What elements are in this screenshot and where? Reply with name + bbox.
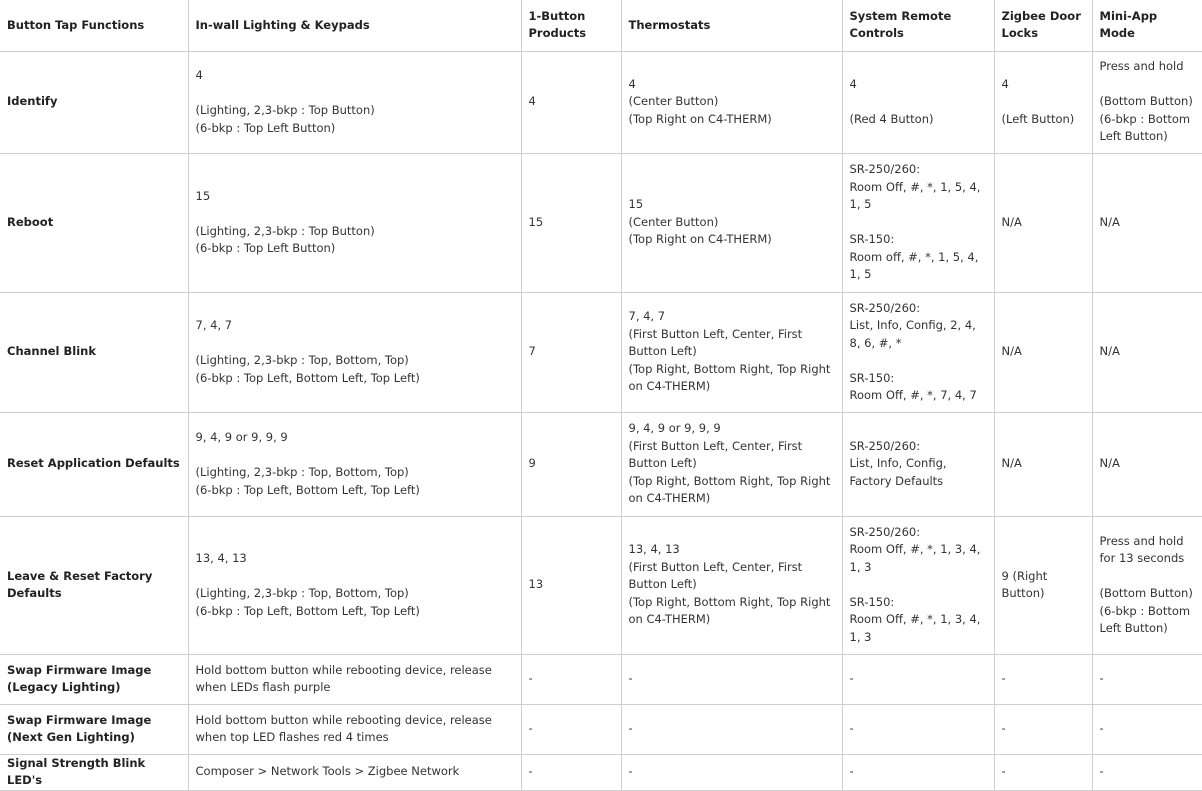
remotes-cell — [842, 153, 994, 292]
one-button-cell: 9 — [521, 412, 621, 516]
one-button-cell: 15 — [521, 153, 621, 292]
table-row — [0, 51, 1202, 153]
locks-cell: N/A — [994, 153, 1092, 292]
header-function: Button Tap Functions — [0, 0, 188, 51]
miniapp-line1: Press and hold for 13 seconds — [1099, 533, 1185, 565]
thermostat-line2: (Top Right on C4-THERM) — [628, 232, 772, 247]
thermostats-cell — [621, 153, 842, 292]
inwall-code: 15 — [195, 188, 211, 203]
miniapp-cell: - — [1092, 754, 1202, 790]
thermostats-cell — [621, 292, 842, 412]
function-name: Reset Application Defaults — [0, 412, 188, 516]
miniapp-cell: - — [1092, 654, 1202, 704]
remotes-cell: - — [842, 754, 994, 790]
table-row — [0, 516, 1202, 654]
thermostat-code: 9, 4, 9 or 9, 9, 9 — [628, 421, 721, 436]
miniapp-line2: (Bottom Button) — [1099, 586, 1193, 600]
thermostat-line1: (First Button Left, Center, First Button Left) — [628, 559, 803, 592]
thermostats-cell — [621, 516, 842, 654]
thermostat-code: 7, 4, 7 — [628, 309, 666, 324]
miniapp-line3: (6-bkp : Bottom Left Button) — [1099, 603, 1191, 635]
table-row — [0, 654, 1202, 704]
inwall-cell: Composer > Network Tools > Zigbee Network — [188, 754, 521, 790]
remotes-cell — [842, 292, 994, 412]
function-name: Signal Strength Blink LED's — [0, 754, 188, 790]
function-name: Swap Firmware Image (Next Gen Lighting) — [0, 704, 188, 754]
inwall-code: 9, 4, 9 or 9, 9, 9 — [195, 430, 288, 444]
function-name: Channel Blink — [0, 292, 188, 412]
remotes-cell — [842, 412, 994, 516]
thermostat-line2: (Top Right, Bottom Right, Top Right on C4-THERM) — [628, 594, 831, 627]
thermostat-line1: (Center Button) — [628, 214, 719, 229]
remote-sr1-label: SR-250/260: — [849, 162, 921, 177]
locks-cell: - — [994, 704, 1092, 754]
thermostat-code: 15 — [628, 197, 644, 212]
lock-line1: (Left Button) — [1001, 111, 1075, 126]
remote-sr2-value: Room Off, #, *, 1, 3, 4, 1, 3 — [849, 612, 981, 644]
inwall-lighting: (Lighting, 2,3-bkp : Top, Bottom, Top) — [195, 586, 409, 600]
inwall-cell — [188, 51, 521, 153]
locks-cell: - — [994, 654, 1092, 704]
thermostat-line1: (First Button Left, Center, First Button Left) — [628, 438, 803, 471]
remote-code: 4 — [849, 76, 857, 91]
header-remotes: System Remote Controls — [842, 0, 994, 51]
thermostats-cell — [621, 51, 842, 153]
remotes-cell — [842, 51, 994, 153]
one-button-cell: 13 — [521, 516, 621, 654]
remote-sr1-value: Room Off, #, *, 1, 3, 4, 1, 3 — [849, 542, 981, 574]
inwall-lighting: (Lighting, 2,3-bkp : Top Button) — [195, 223, 375, 238]
header-inwall: In-wall Lighting & Keypads — [188, 0, 521, 51]
thermostats-cell: - — [621, 704, 842, 754]
one-button-cell: - — [521, 704, 621, 754]
table-row — [0, 153, 1202, 292]
inwall-cell — [188, 153, 521, 292]
one-button-cell: - — [521, 654, 621, 704]
remote-sr2-label: SR-150: — [849, 594, 895, 609]
locks-cell: 9 (Right Button) — [994, 516, 1092, 654]
inwall-cell: Hold bottom button while rebooting device, release when top LED flashes red 4 times — [188, 704, 521, 754]
thermostat-code: 13, 4, 13 — [628, 542, 680, 557]
thermostats-cell — [621, 412, 842, 516]
inwall-keypad6: (6-bkp : Top Left, Bottom Left, Top Left) — [195, 603, 420, 618]
one-button-cell: - — [521, 754, 621, 790]
locks-cell: N/A — [994, 412, 1092, 516]
remote-sr1-label: SR-250/260: — [849, 438, 921, 453]
remote-sr1-label: SR-250/260: — [849, 300, 921, 315]
table-row — [0, 704, 1202, 754]
inwall-cell — [188, 292, 521, 412]
remotes-cell: - — [842, 704, 994, 754]
inwall-cell — [188, 516, 521, 654]
locks-cell — [994, 51, 1092, 153]
remote-sr2-label: SR-150: — [849, 232, 895, 247]
remote-sr1-value: List, Info, Config, Factory Defaults — [849, 456, 947, 488]
inwall-keypad6: (6-bkp : Top Left Button) — [195, 120, 336, 135]
inwall-keypad6: (6-bkp : Top Left, Bottom Left, Top Left) — [195, 482, 420, 497]
miniapp-cell: N/A — [1092, 153, 1202, 292]
locks-cell: N/A — [994, 292, 1092, 412]
miniapp-cell — [1092, 51, 1202, 153]
miniapp-line1: Press and hold — [1099, 59, 1184, 74]
function-name: Identify — [0, 51, 188, 153]
table-row — [0, 292, 1202, 412]
header-locks: Zigbee Door Locks — [994, 0, 1092, 51]
function-name: Reboot — [0, 153, 188, 292]
one-button-cell: 4 — [521, 51, 621, 153]
inwall-code: 13, 4, 13 — [195, 551, 247, 565]
miniapp-cell — [1092, 516, 1202, 654]
inwall-keypad6: (6-bkp : Top Left Button) — [195, 241, 336, 255]
function-name: Leave & Reset Factory Defaults — [0, 516, 188, 654]
inwall-cell: Hold bottom button while rebooting device, release when LEDs flash purple — [188, 654, 521, 704]
thermostats-cell: - — [621, 754, 842, 790]
remotes-cell — [842, 516, 994, 654]
remote-sr1-value: Room Off, #, *, 1, 5, 4, 1, 5 — [849, 179, 981, 212]
miniapp-cell: N/A — [1092, 412, 1202, 516]
header-one-button: 1-Button Products — [521, 0, 621, 51]
table-row — [0, 754, 1202, 790]
inwall-cell — [188, 412, 521, 516]
miniapp-cell: - — [1092, 704, 1202, 754]
thermostat-line1: (First Button Left, Center, First Button Left) — [628, 326, 803, 359]
thermostat-line2: (Top Right, Bottom Right, Top Right on C4-THERM) — [628, 473, 831, 506]
inwall-code: 7, 4, 7 — [195, 318, 233, 332]
miniapp-line2: (Bottom Button) — [1099, 94, 1193, 109]
locks-cell: - — [994, 754, 1092, 790]
table-row — [0, 412, 1202, 516]
miniapp-line3: (6-bkp : Bottom Left Button) — [1099, 111, 1191, 144]
inwall-lighting: (Lighting, 2,3-bkp : Top, Bottom, Top) — [195, 353, 409, 367]
thermostat-line1: (Center Button) — [628, 94, 719, 109]
remote-sr2-value: Room Off, #, *, 7, 4, 7 — [849, 388, 977, 402]
header-miniapp: Mini-App Mode — [1092, 0, 1202, 51]
thermostat-line2: (Top Right, Bottom Right, Top Right on C4-THERM) — [628, 361, 831, 394]
remote-sr2-value: Room off, #, *, 1, 5, 4, 1, 5 — [849, 249, 979, 282]
remote-sr1-value: List, Info, Config, 2, 4, 8, 6, #, * — [849, 318, 976, 350]
inwall-lighting: (Lighting, 2,3-bkp : Top, Bottom, Top) — [195, 465, 409, 479]
one-button-cell: 7 — [521, 292, 621, 412]
miniapp-cell: N/A — [1092, 292, 1202, 412]
inwall-keypad6: (6-bkp : Top Left, Bottom Left, Top Left) — [195, 370, 420, 385]
inwall-lighting: (Lighting, 2,3-bkp : Top Button) — [195, 103, 375, 117]
lock-code: 4 — [1001, 76, 1009, 91]
remote-sr1-label: SR-250/260: — [849, 524, 921, 539]
inwall-code: 4 — [195, 68, 203, 82]
function-name: Swap Firmware Image (Legacy Lighting) — [0, 654, 188, 704]
remotes-cell: - — [842, 654, 994, 704]
header-thermostats: Thermostats — [621, 0, 842, 51]
thermostat-code: 4 — [628, 76, 636, 91]
remote-sr2-label: SR-150: — [849, 370, 895, 385]
table-header-row — [0, 0, 1202, 51]
thermostat-line2: (Top Right on C4-THERM) — [628, 111, 772, 126]
remote-line1: (Red 4 Button) — [849, 111, 934, 126]
thermostats-cell: - — [621, 654, 842, 704]
